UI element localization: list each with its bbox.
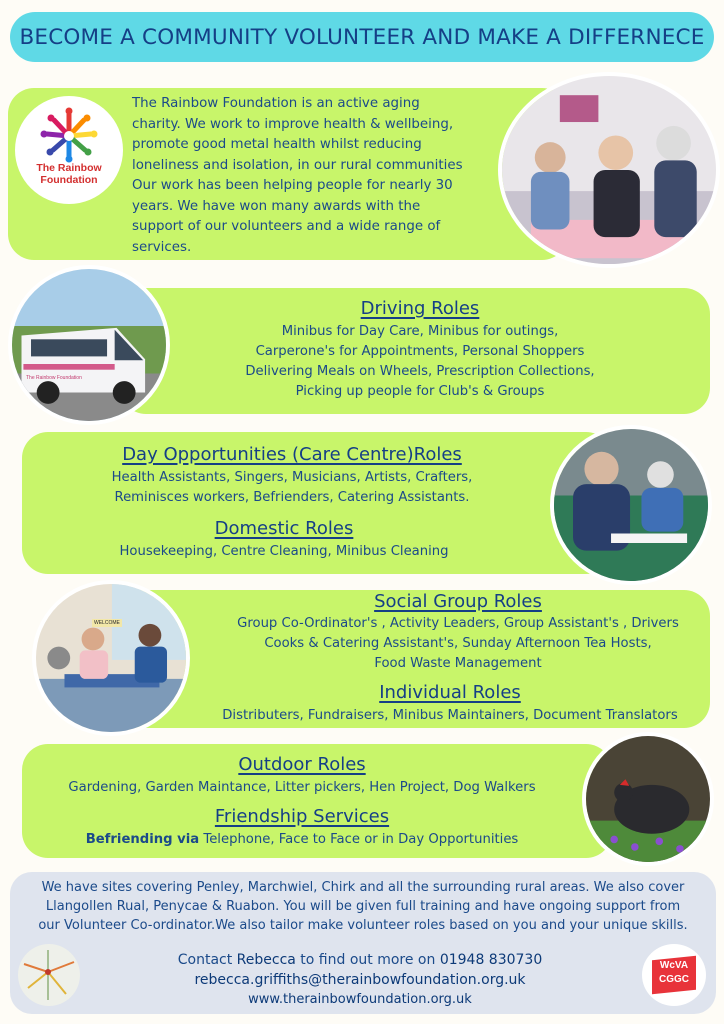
day-opportunities-heading: Day Opportunities (Care Centre)Roles	[122, 444, 462, 465]
friendship-services-heading: Friendship Services	[214, 806, 390, 827]
contact-phone[interactable]: 01948 830730	[439, 952, 543, 968]
intro-photo	[498, 72, 720, 268]
social-line: Food Waste Management	[374, 656, 542, 671]
intro-line: services.	[132, 239, 192, 255]
driving-roles-heading: Driving Roles	[360, 298, 480, 319]
driving-line: Delivering Meals on Wheels, Prescription Collections,	[245, 364, 595, 379]
contact-prefix: Contact	[177, 952, 237, 968]
wcva-badge-icon	[642, 944, 706, 1006]
intro-text	[132, 94, 463, 258]
social-group-photo	[32, 580, 190, 736]
individual-roles-heading: Individual Roles	[379, 682, 521, 703]
driving-line: Minibus for Day Care, Minibus for outings,	[281, 324, 559, 339]
contact-name: Rebecca	[236, 952, 296, 968]
intro-line: support of our volunteers and a wide range of	[132, 219, 441, 234]
friendship-services-text	[52, 830, 552, 850]
badge-line1: WcVA	[659, 960, 689, 971]
contact-website[interactable]: www.therainbowfoundation.org.uk	[248, 992, 472, 1007]
contact-block	[90, 950, 630, 1010]
map-icon	[18, 944, 80, 1006]
logo-circle	[15, 96, 123, 204]
intro-line: The Rainbow Foundation is an active aging	[132, 96, 420, 111]
domestic-roles-heading: Domestic Roles	[214, 518, 354, 539]
individual-roles-text: Distributers, Fundraisers, Minibus Maintainers, Document Translators	[222, 708, 678, 723]
social-group-text	[208, 614, 708, 674]
outdoor-roles-heading: Outdoor Roles	[238, 754, 366, 775]
hen-photo	[582, 732, 714, 866]
social-line: Group Co-Ordinator's , Activity Leaders, Group Assistant's , Drivers	[237, 616, 679, 631]
day-line: Health Assistants, Singers, Musicians, Artists, Crafters,	[111, 470, 473, 485]
welcome-sign-text: WELCOME	[94, 620, 120, 626]
driving-roles-text	[170, 322, 670, 402]
intro-line: years. We have won many awards with the	[132, 198, 421, 214]
intro-line: loneliness and isolation, in our rural communities	[132, 157, 463, 173]
minibus-text: The Rainbow Foundation	[26, 375, 82, 381]
coverage-text	[10, 878, 716, 935]
social-line: Cooks & Catering Assistant's, Sunday Afternoon Tea Hosts,	[264, 636, 652, 651]
contact-line	[90, 950, 630, 970]
care-centre-photo	[550, 425, 712, 585]
minibus-photo	[8, 265, 170, 425]
coverage-line: Llangollen Rual, Penycae & Ruabon. You will be given full training and have ongoing support from	[45, 899, 681, 914]
outdoor-roles-text: Gardening, Garden Maintance, Litter pickers, Hen Project, Dog Walkers	[68, 780, 536, 795]
intro-line: charity. We work to improve health & wellbeing,	[132, 116, 454, 132]
coverage-line: our Volunteer Co-ordinator.We also tailor make volunteer roles based on you and your unique skills.	[38, 918, 688, 933]
day-line: Reminisces workers, Befrienders, Catering Assistants.	[114, 490, 470, 505]
day-opportunities-text	[42, 468, 542, 508]
contact-email[interactable]: rebecca.griffiths@therainbowfoundation.org.uk	[194, 972, 526, 988]
driving-line: Carperone's for Appointments, Personal Shoppers	[255, 344, 585, 359]
rainbow-people-logo-icon	[15, 96, 123, 204]
intro-line: promote good metal health whilst reducing	[132, 137, 422, 152]
social-group-heading: Social Group Roles	[374, 591, 542, 612]
logo-text-line2: Foundation	[40, 174, 98, 186]
contact-middle: to find out more on	[295, 952, 440, 968]
page-title: BECOME A COMMUNITY VOLUNTEER AND MAKE A DIFFERNECE	[10, 12, 714, 62]
intro-line: Our work has been helping people for nearly 30	[132, 178, 453, 193]
friendship-bold: Befriending via	[85, 832, 200, 847]
logo-text-line1: The Rainbow	[36, 162, 102, 174]
badge-line2: CGGC	[659, 974, 689, 985]
driving-line: Picking up people for Club's & Groups	[295, 384, 545, 399]
domestic-roles-text: Housekeeping, Centre Cleaning, Minibus Cleaning	[119, 544, 449, 559]
friendship-rest: Telephone, Face to Face or in Day Opportunities	[199, 832, 519, 847]
coverage-line: We have sites covering Penley, Marchwiel, Chirk and all the surrounding rural areas. We also cover	[41, 880, 685, 895]
